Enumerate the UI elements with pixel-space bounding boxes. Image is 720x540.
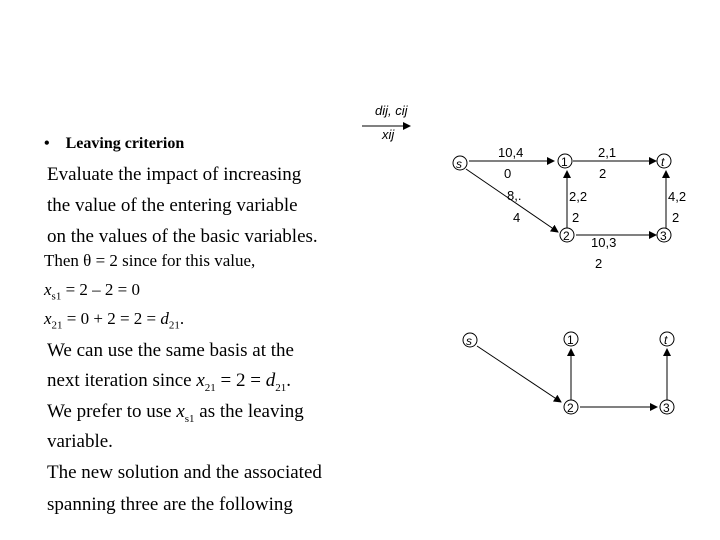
edge-1-t-bottom-label: 2 (599, 166, 607, 181)
paragraph2-line3: We prefer to use $x_{s1}$ as the leaving (47, 401, 304, 425)
node-2-label: 2 (563, 229, 570, 243)
node-t-label: t (661, 155, 665, 169)
tree-node-1-label: 1 (567, 333, 574, 347)
edge-s-2-top-label: 8,. (507, 188, 522, 203)
bullet-dot: • (44, 135, 50, 152)
edge-2-1-bottom-label: 2 (572, 210, 580, 225)
tree-node-3-label: 3 (663, 401, 670, 415)
edge-legend (362, 103, 410, 142)
graph-top (453, 145, 686, 271)
tree-edge-s-2 (477, 346, 561, 402)
tree-node-t-label: t (664, 333, 668, 347)
tree-node-s-label: s (466, 334, 472, 348)
paragraph1-line3: on the values of the basic variables. (47, 226, 318, 247)
edge-2-1-top-label: 2,2 (569, 189, 588, 204)
paragraph2-line2: next iteration since $x_{21} = 2 = d_{21}$. (47, 370, 291, 394)
paragraph1-line2: the value of the entering variable (47, 195, 298, 216)
graph-bottom (463, 332, 674, 415)
edge-3-t-top-label: 4,2 (668, 189, 687, 204)
bullet-title: Leaving criterion (65, 135, 185, 152)
edge-2-3-top-label: 10,3 (591, 235, 617, 250)
edge-1-t-top-label: 2,1 (598, 145, 617, 160)
edge-s-1-bottom-label: 0 (504, 166, 512, 181)
legend-top-label: dij, cij (375, 103, 408, 118)
paragraph2-line6: spanning three are the following (47, 494, 293, 515)
equation-xs1: $x_{s1} = 2 - 2 = 0$ (44, 280, 141, 303)
then-line: Then θ = 2 since for this value, (44, 251, 256, 270)
edge-s-1-top-label: 10,4 (498, 145, 524, 160)
paragraph2-line4: variable. (47, 431, 113, 452)
node-s-label: s (456, 157, 462, 171)
edge-s-2-bottom-label: 4 (513, 210, 521, 225)
paragraph1-line1: Evaluate the impact of increasing (47, 164, 302, 185)
node-3-label: 3 (660, 229, 667, 243)
edge-2-3-bottom-label: 2 (595, 256, 603, 271)
paragraph2-line1: We can use the same basis at the (47, 340, 294, 361)
legend-bottom-label: xij (382, 127, 395, 142)
equation-x21: $x_{21} = 0 + 2 = 2 = d_{21}$. (44, 309, 185, 332)
tree-node-2-label: 2 (567, 401, 574, 415)
node-1-label: 1 (561, 155, 568, 169)
edge-3-t-bottom-label: 2 (672, 210, 680, 225)
paragraph2-line5: The new solution and the associated (47, 462, 322, 483)
